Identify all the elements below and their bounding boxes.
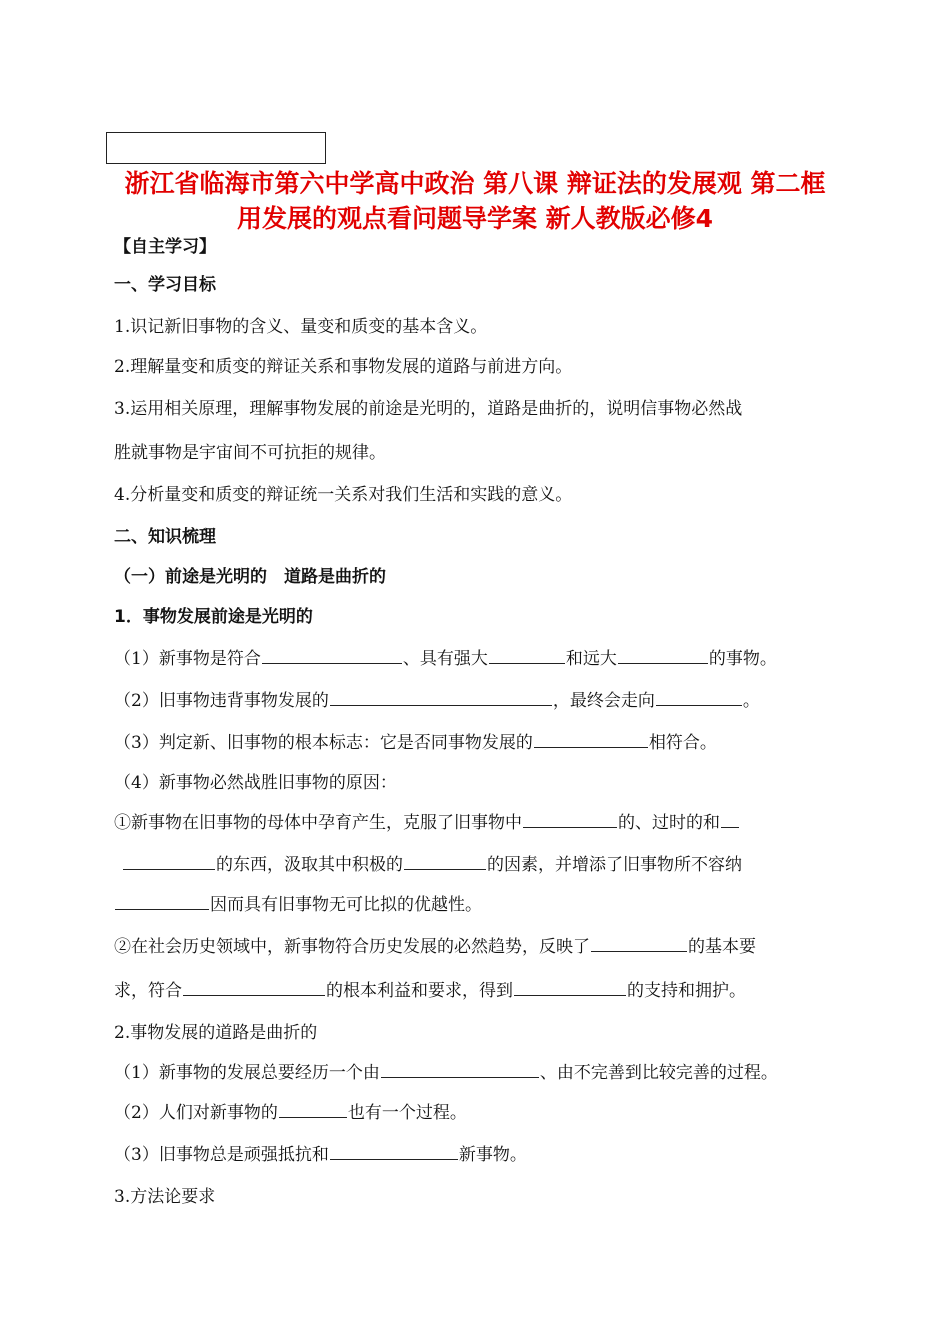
answer-blank[interactable] xyxy=(123,854,215,870)
answer-blank[interactable] xyxy=(656,690,742,706)
point-heading: 3.方法论要求 xyxy=(114,1187,216,1207)
fill-line: （3）旧事物总是顽强抵抗和 新事物。 xyxy=(114,1145,527,1165)
answer-blank[interactable] xyxy=(721,812,739,828)
answer-blank[interactable] xyxy=(534,732,648,748)
fill-line: （2）人们对新事物的 也有一个过程。 xyxy=(114,1103,467,1123)
fill-line: ②在社会历史领域中，新事物符合历史发展的必然趋势，反映了 的基本要 xyxy=(114,937,756,957)
answer-blank[interactable] xyxy=(115,894,209,910)
goal-item: 1.识记新旧事物的含义、量变和质变的基本含义。 xyxy=(114,317,488,337)
point-heading: 1．事物发展前途是光明的 xyxy=(114,607,313,627)
fill-line: 的东西，汲取其中积极的 的因素，并增添了旧事物所不容纳 xyxy=(122,850,742,875)
section-self-study: 【自主学习】 xyxy=(114,237,216,257)
answer-blank[interactable] xyxy=(489,648,565,664)
goals-heading-text: 一、学习目标 xyxy=(114,275,216,295)
blank-header-box xyxy=(106,132,326,164)
goal-item: 胜就事物是宇宙间不可抗拒的规律。 xyxy=(114,443,386,463)
answer-blank[interactable] xyxy=(618,648,708,664)
subsection-heading: （一）前途是光明的 道路是曲折的 xyxy=(114,567,386,587)
fill-line: 因而具有旧事物无可比拟的优越性。 xyxy=(114,890,482,915)
answer-blank[interactable] xyxy=(514,980,626,996)
answer-blank[interactable] xyxy=(381,1062,539,1078)
knowledge-heading: 二、知识梳理 xyxy=(114,527,216,547)
point-heading: 2.事物发展的道路是曲折的 xyxy=(114,1023,318,1043)
answer-blank[interactable] xyxy=(183,980,325,996)
answer-blank[interactable] xyxy=(330,1144,458,1160)
answer-blank[interactable] xyxy=(523,812,617,828)
answer-blank[interactable] xyxy=(591,936,687,952)
goals-heading xyxy=(114,270,216,295)
answer-blank[interactable] xyxy=(404,854,486,870)
fill-line: （1）新事物是符合 、具有强大 和远大 的事物。 xyxy=(114,649,777,669)
fill-line: （2）旧事物违背事物发展的 ，最终会走向 。 xyxy=(114,691,760,711)
goal-item: 4.分析量变和质变的辩证统一关系对我们生活和实践的意义。 xyxy=(114,485,573,505)
answer-blank[interactable] xyxy=(262,648,402,664)
fill-line: （1）新事物的发展总要经历一个由 、由不完善到比较完善的过程。 xyxy=(114,1063,778,1083)
fill-line: 求，符合 的根本利益和要求，得到 的支持和拥护。 xyxy=(114,981,746,1001)
document-title: 浙江省临海市第六中学高中政治 第八课 辩证法的发展观 第二框 用发展的观点看问题导学案 新人教版必修4 xyxy=(124,169,826,233)
fill-line: ①新事物在旧事物的母体中孕育产生，克服了旧事物中 的、过时的和 xyxy=(114,808,740,833)
goal-item: 3.运用相关原理，理解事物发展的前途是光明的，道路是曲折的，说明信事物必然战 xyxy=(114,399,743,419)
text-line: （4）新事物必然战胜旧事物的原因： xyxy=(114,773,397,793)
answer-blank[interactable] xyxy=(330,690,552,706)
goal-item: 2.理解量变和质变的辩证关系和事物发展的道路与前进方向。 xyxy=(114,357,573,377)
fill-line: （3）判定新、旧事物的根本标志：它是否同事物发展的 相符合。 xyxy=(114,733,717,753)
answer-blank[interactable] xyxy=(279,1102,347,1118)
